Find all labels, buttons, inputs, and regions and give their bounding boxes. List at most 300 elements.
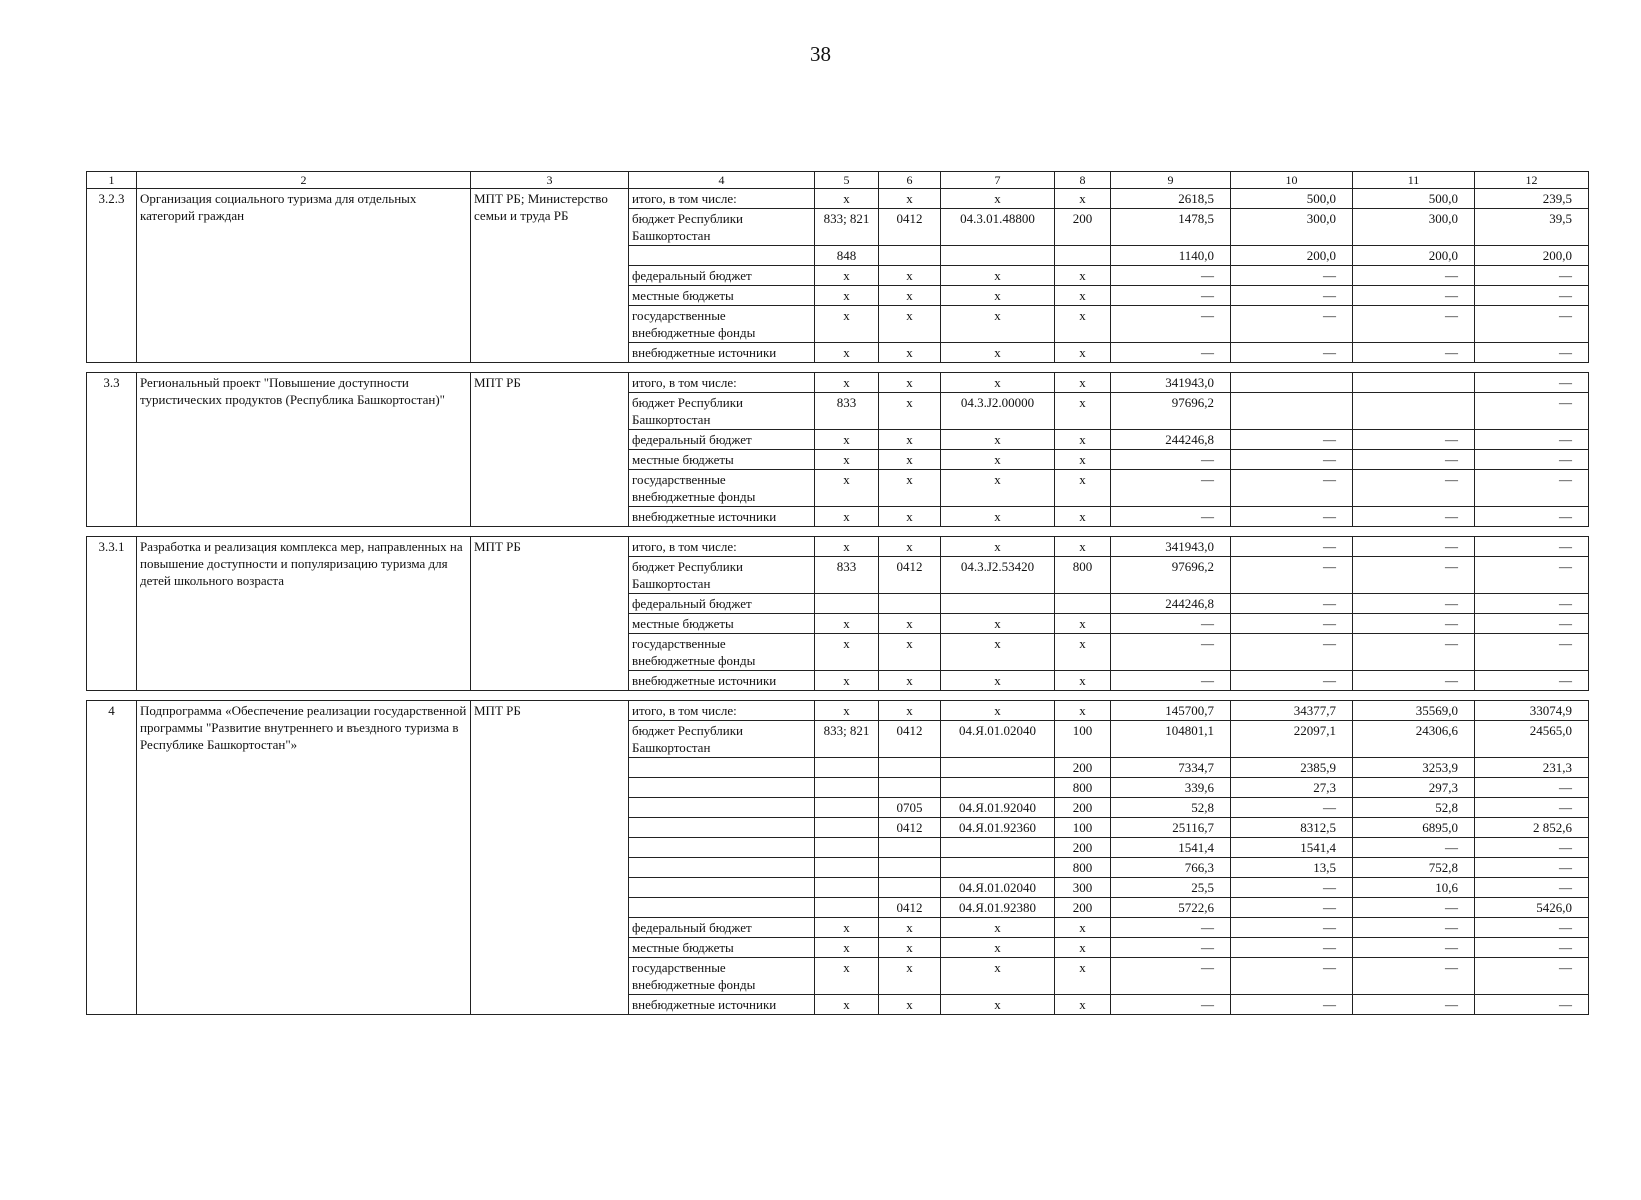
amount-cell: 34377,7 (1231, 701, 1353, 721)
amount-cell: 52,8 (1111, 798, 1231, 818)
amount-cell: — (1111, 918, 1231, 938)
header-cell: 12 (1475, 172, 1589, 189)
code-cell: х (941, 373, 1055, 393)
code-cell (815, 878, 879, 898)
code-cell: х (879, 343, 941, 363)
amount-cell (1231, 373, 1353, 393)
code-cell (879, 758, 941, 778)
code-cell: 0412 (879, 209, 941, 246)
header-cell: 8 (1055, 172, 1111, 189)
code-cell: х (1055, 286, 1111, 306)
amount-cell: — (1475, 634, 1589, 671)
code-cell (815, 758, 879, 778)
page-number: 38 (810, 42, 831, 66)
code-cell: 100 (1055, 818, 1111, 838)
row-title: Организация социального туризма для отдельных категорий граждан (137, 189, 471, 363)
code-cell: 833; 821 (815, 721, 879, 758)
amount-cell (1353, 373, 1475, 393)
amount-cell: 97696,2 (1111, 393, 1231, 430)
code-cell: х (879, 450, 941, 470)
amount-cell: 35569,0 (1353, 701, 1475, 721)
code-cell: 300 (1055, 878, 1111, 898)
code-cell: 200 (1055, 798, 1111, 818)
code-cell: х (941, 701, 1055, 721)
amount-cell: — (1111, 306, 1231, 343)
code-cell: х (815, 537, 879, 557)
amount-cell: — (1353, 634, 1475, 671)
source-cell: местные бюджеты (629, 938, 815, 958)
amount-cell: 1541,4 (1111, 838, 1231, 858)
amount-cell: — (1231, 343, 1353, 363)
code-cell (815, 818, 879, 838)
amount-cell: 231,3 (1475, 758, 1589, 778)
code-cell: х (879, 958, 941, 995)
amount-cell: — (1475, 306, 1589, 343)
code-cell: х (815, 938, 879, 958)
row-title: Разработка и реализация комплекса мер, направленных на повышение доступности и популяризацию туризма для детей школьного возраста (137, 537, 471, 691)
source-cell: внебюджетные источники (629, 671, 815, 691)
table-row (87, 701, 1589, 721)
amount-cell: — (1475, 393, 1589, 430)
code-cell (941, 758, 1055, 778)
amount-cell: 25,5 (1111, 878, 1231, 898)
source-cell (629, 778, 815, 798)
code-cell (879, 246, 941, 266)
amount-cell: — (1475, 838, 1589, 858)
amount-cell: — (1353, 266, 1475, 286)
amount-cell: 1140,0 (1111, 246, 1231, 266)
amount-cell: 1541,4 (1231, 838, 1353, 858)
amount-cell: — (1475, 918, 1589, 938)
code-cell: х (1055, 470, 1111, 507)
amount-cell: 24306,6 (1353, 721, 1475, 758)
code-cell: х (815, 450, 879, 470)
code-cell: х (815, 614, 879, 634)
amount-cell: — (1111, 507, 1231, 527)
section-gap (87, 691, 1589, 701)
code-cell: х (941, 938, 1055, 958)
code-cell: х (815, 266, 879, 286)
code-cell: х (941, 343, 1055, 363)
source-cell: итого, в том числе: (629, 373, 815, 393)
amount-cell: — (1231, 266, 1353, 286)
amount-cell: 339,6 (1111, 778, 1231, 798)
code-cell: х (1055, 343, 1111, 363)
code-cell: х (815, 507, 879, 527)
source-cell (629, 798, 815, 818)
amount-cell: 52,8 (1353, 798, 1475, 818)
source-cell (629, 898, 815, 918)
amount-cell: — (1111, 343, 1231, 363)
code-cell: х (879, 470, 941, 507)
amount-cell: 200,0 (1231, 246, 1353, 266)
code-cell: 800 (1055, 858, 1111, 878)
row-executor: МПТ РБ (471, 373, 629, 527)
amount-cell: — (1353, 671, 1475, 691)
code-cell: х (1055, 995, 1111, 1015)
source-cell: государственные внебюджетные фонды (629, 958, 815, 995)
code-cell: х (879, 189, 941, 209)
amount-cell: — (1353, 614, 1475, 634)
amount-cell: 33074,9 (1475, 701, 1589, 721)
amount-cell: — (1475, 373, 1589, 393)
code-cell: х (879, 430, 941, 450)
amount-cell: 104801,1 (1111, 721, 1231, 758)
code-cell (815, 798, 879, 818)
amount-cell: 24565,0 (1475, 721, 1589, 758)
code-cell (815, 858, 879, 878)
code-cell (941, 838, 1055, 858)
amount-cell: — (1353, 306, 1475, 343)
amount-cell: — (1475, 286, 1589, 306)
code-cell: х (815, 470, 879, 507)
code-cell: х (1055, 701, 1111, 721)
table-row (87, 537, 1589, 557)
code-cell: х (1055, 189, 1111, 209)
row-number: 3.3 (87, 373, 137, 527)
amount-cell: 200,0 (1353, 246, 1475, 266)
amount-cell: — (1353, 838, 1475, 858)
code-cell: х (815, 430, 879, 450)
code-cell: х (815, 343, 879, 363)
code-cell: х (1055, 938, 1111, 958)
amount-cell: 5722,6 (1111, 898, 1231, 918)
header-cell: 9 (1111, 172, 1231, 189)
code-cell (879, 778, 941, 798)
table-row (87, 373, 1589, 393)
amount-cell: 10,6 (1353, 878, 1475, 898)
code-cell: х (879, 537, 941, 557)
source-cell: внебюджетные источники (629, 995, 815, 1015)
code-cell: 04.Я.01.92360 (941, 818, 1055, 838)
code-cell: х (941, 671, 1055, 691)
code-cell: х (941, 470, 1055, 507)
code-cell (879, 858, 941, 878)
amount-cell: — (1231, 918, 1353, 938)
code-cell: х (1055, 537, 1111, 557)
source-cell (629, 878, 815, 898)
amount-cell: 752,8 (1353, 858, 1475, 878)
code-cell: х (1055, 430, 1111, 450)
code-cell: х (879, 938, 941, 958)
header-cell: 2 (137, 172, 471, 189)
amount-cell: 5426,0 (1475, 898, 1589, 918)
code-cell (815, 778, 879, 798)
code-cell (879, 878, 941, 898)
code-cell: х (879, 393, 941, 430)
amount-cell: — (1231, 286, 1353, 306)
amount-cell: — (1231, 430, 1353, 450)
code-cell: 833 (815, 557, 879, 594)
code-cell: 0705 (879, 798, 941, 818)
amount-cell: — (1475, 594, 1589, 614)
amount-cell: 500,0 (1353, 189, 1475, 209)
source-cell: государственные внебюджетные фонды (629, 634, 815, 671)
code-cell: х (879, 634, 941, 671)
code-cell: х (941, 450, 1055, 470)
amount-cell: 2385,9 (1231, 758, 1353, 778)
header-cell: 4 (629, 172, 815, 189)
code-cell: х (815, 306, 879, 343)
amount-cell: — (1353, 470, 1475, 507)
code-cell: х (879, 995, 941, 1015)
source-cell (629, 838, 815, 858)
amount-cell: — (1231, 306, 1353, 343)
amount-cell: — (1475, 507, 1589, 527)
source-cell (629, 758, 815, 778)
amount-cell: — (1353, 594, 1475, 614)
code-cell: 200 (1055, 838, 1111, 858)
code-cell: х (1055, 634, 1111, 671)
row-number: 4 (87, 701, 137, 1015)
source-cell: федеральный бюджет (629, 430, 815, 450)
amount-cell: — (1475, 958, 1589, 995)
code-cell: х (815, 373, 879, 393)
amount-cell: 25116,7 (1111, 818, 1231, 838)
amount-cell: — (1475, 671, 1589, 691)
table-row (87, 189, 1589, 209)
code-cell (1055, 246, 1111, 266)
source-cell: бюджет Республики Башкортостан (629, 393, 815, 430)
row-executor: МПТ РБ (471, 701, 629, 1015)
amount-cell: 297,3 (1353, 778, 1475, 798)
code-cell (815, 594, 879, 614)
code-cell (941, 778, 1055, 798)
header-cell: 5 (815, 172, 879, 189)
source-cell: местные бюджеты (629, 286, 815, 306)
code-cell: х (879, 671, 941, 691)
section-gap (87, 527, 1589, 537)
section-gap (87, 363, 1589, 373)
amount-cell: — (1111, 634, 1231, 671)
amount-cell: — (1111, 671, 1231, 691)
amount-cell: — (1111, 995, 1231, 1015)
source-cell: федеральный бюджет (629, 918, 815, 938)
code-cell (1055, 594, 1111, 614)
amount-cell: — (1475, 450, 1589, 470)
source-cell (629, 818, 815, 838)
amount-cell: 22097,1 (1231, 721, 1353, 758)
code-cell: 0412 (879, 898, 941, 918)
amount-cell: — (1475, 343, 1589, 363)
code-cell (815, 838, 879, 858)
code-cell: х (1055, 450, 1111, 470)
code-cell: 04.Я.01.02040 (941, 721, 1055, 758)
amount-cell: — (1475, 614, 1589, 634)
code-cell: 200 (1055, 758, 1111, 778)
amount-cell: — (1111, 614, 1231, 634)
amount-cell: 766,3 (1111, 858, 1231, 878)
amount-cell: — (1475, 470, 1589, 507)
amount-cell: — (1231, 470, 1353, 507)
code-cell: х (941, 537, 1055, 557)
amount-cell: 239,5 (1475, 189, 1589, 209)
amount-cell: — (1475, 778, 1589, 798)
code-cell: 800 (1055, 778, 1111, 798)
amount-cell: — (1353, 507, 1475, 527)
code-cell: х (1055, 507, 1111, 527)
amount-cell: — (1231, 614, 1353, 634)
source-cell (629, 246, 815, 266)
source-cell: итого, в том числе: (629, 537, 815, 557)
code-cell: 100 (1055, 721, 1111, 758)
amount-cell: — (1231, 537, 1353, 557)
code-cell: х (1055, 918, 1111, 938)
row-number: 3.3.1 (87, 537, 137, 691)
code-cell: х (879, 701, 941, 721)
code-cell: х (815, 995, 879, 1015)
code-cell: 0412 (879, 557, 941, 594)
code-cell: х (879, 918, 941, 938)
amount-cell: — (1231, 878, 1353, 898)
code-cell: 200 (1055, 209, 1111, 246)
amount-cell: — (1231, 938, 1353, 958)
header-cell: 3 (471, 172, 629, 189)
code-cell: х (815, 286, 879, 306)
code-cell: х (1055, 671, 1111, 691)
amount-cell: 200,0 (1475, 246, 1589, 266)
code-cell: х (1055, 393, 1111, 430)
amount-cell: 97696,2 (1111, 557, 1231, 594)
amount-cell: 8312,5 (1231, 818, 1353, 838)
amount-cell: — (1231, 898, 1353, 918)
amount-cell: 1478,5 (1111, 209, 1231, 246)
source-cell: бюджет Республики Башкортостан (629, 557, 815, 594)
amount-cell (1353, 393, 1475, 430)
amount-cell: 3253,9 (1353, 758, 1475, 778)
code-cell: х (941, 507, 1055, 527)
code-cell: 04.Я.01.92380 (941, 898, 1055, 918)
row-title: Региональный проект "Повышение доступности туристических продуктов (Республика Башкортостан)" (137, 373, 471, 527)
code-cell: х (941, 958, 1055, 995)
code-cell: х (815, 189, 879, 209)
amount-cell: — (1475, 537, 1589, 557)
amount-cell: — (1475, 266, 1589, 286)
amount-cell: — (1353, 995, 1475, 1015)
code-cell: х (1055, 306, 1111, 343)
row-executor: МПТ РБ; Министерство семьи и труда РБ (471, 189, 629, 363)
code-cell: х (941, 306, 1055, 343)
amount-cell: — (1475, 938, 1589, 958)
amount-cell: 2 852,6 (1475, 818, 1589, 838)
code-cell (941, 594, 1055, 614)
code-cell: х (879, 306, 941, 343)
row-executor: МПТ РБ (471, 537, 629, 691)
budget-table (86, 171, 1589, 1015)
header-row (87, 172, 1589, 189)
code-cell: х (941, 918, 1055, 938)
code-cell: 04.3.01.48800 (941, 209, 1055, 246)
amount-cell: — (1353, 286, 1475, 306)
amount-cell: — (1231, 634, 1353, 671)
code-cell (941, 858, 1055, 878)
amount-cell: 500,0 (1231, 189, 1353, 209)
code-cell (815, 898, 879, 918)
amount-cell: 2618,5 (1111, 189, 1231, 209)
code-cell: 833; 821 (815, 209, 879, 246)
header-cell: 1 (87, 172, 137, 189)
amount-cell: — (1353, 918, 1475, 938)
code-cell: х (815, 701, 879, 721)
code-cell: х (815, 958, 879, 995)
code-cell: х (879, 286, 941, 306)
amount-cell: 244246,8 (1111, 594, 1231, 614)
header-cell: 10 (1231, 172, 1353, 189)
code-cell: х (815, 671, 879, 691)
code-cell (941, 246, 1055, 266)
amount-cell: — (1353, 537, 1475, 557)
source-cell: итого, в том числе: (629, 701, 815, 721)
amount-cell: — (1475, 430, 1589, 450)
amount-cell: — (1475, 995, 1589, 1015)
amount-cell: — (1475, 858, 1589, 878)
amount-cell: — (1353, 898, 1475, 918)
amount-cell: — (1475, 798, 1589, 818)
source-cell: местные бюджеты (629, 450, 815, 470)
source-cell: внебюджетные источники (629, 343, 815, 363)
amount-cell: — (1111, 266, 1231, 286)
source-cell: бюджет Республики Башкортостан (629, 209, 815, 246)
code-cell (879, 594, 941, 614)
code-cell: х (815, 634, 879, 671)
code-cell: 04.Я.01.92040 (941, 798, 1055, 818)
source-cell: федеральный бюджет (629, 594, 815, 614)
amount-cell: — (1231, 450, 1353, 470)
amount-cell: 341943,0 (1111, 373, 1231, 393)
code-cell: х (941, 430, 1055, 450)
amount-cell: 7334,7 (1111, 758, 1231, 778)
amount-cell: — (1231, 798, 1353, 818)
header-cell: 6 (879, 172, 941, 189)
amount-cell: — (1231, 671, 1353, 691)
amount-cell: 6895,0 (1353, 818, 1475, 838)
code-cell: х (941, 189, 1055, 209)
amount-cell: — (1111, 470, 1231, 507)
amount-cell: — (1475, 878, 1589, 898)
amount-cell: — (1353, 343, 1475, 363)
code-cell: 04.3.J2.00000 (941, 393, 1055, 430)
source-cell (629, 858, 815, 878)
amount-cell: — (1111, 938, 1231, 958)
code-cell (879, 838, 941, 858)
amount-cell: — (1353, 557, 1475, 594)
amount-cell: — (1353, 450, 1475, 470)
source-cell: бюджет Республики Башкортостан (629, 721, 815, 758)
source-cell: государственные внебюджетные фонды (629, 470, 815, 507)
code-cell: х (879, 507, 941, 527)
code-cell: 04.3.J2.53420 (941, 557, 1055, 594)
code-cell: 0412 (879, 818, 941, 838)
code-cell: 800 (1055, 557, 1111, 594)
source-cell: внебюджетные источники (629, 507, 815, 527)
code-cell: х (941, 614, 1055, 634)
amount-cell: — (1353, 938, 1475, 958)
amount-cell: — (1353, 430, 1475, 450)
amount-cell: — (1475, 557, 1589, 594)
code-cell: 200 (1055, 898, 1111, 918)
header-cell: 11 (1353, 172, 1475, 189)
code-cell: х (941, 266, 1055, 286)
code-cell: 833 (815, 393, 879, 430)
code-cell: 0412 (879, 721, 941, 758)
code-cell: х (941, 286, 1055, 306)
code-cell: 848 (815, 246, 879, 266)
row-title: Подпрограмма «Обеспечение реализации государственной программы "Развитие внутреннего и въездного туризма в Республике Башкортостан"» (137, 701, 471, 1015)
amount-cell: — (1231, 958, 1353, 995)
amount-cell: — (1231, 557, 1353, 594)
header-cell: 7 (941, 172, 1055, 189)
amount-cell: 244246,8 (1111, 430, 1231, 450)
